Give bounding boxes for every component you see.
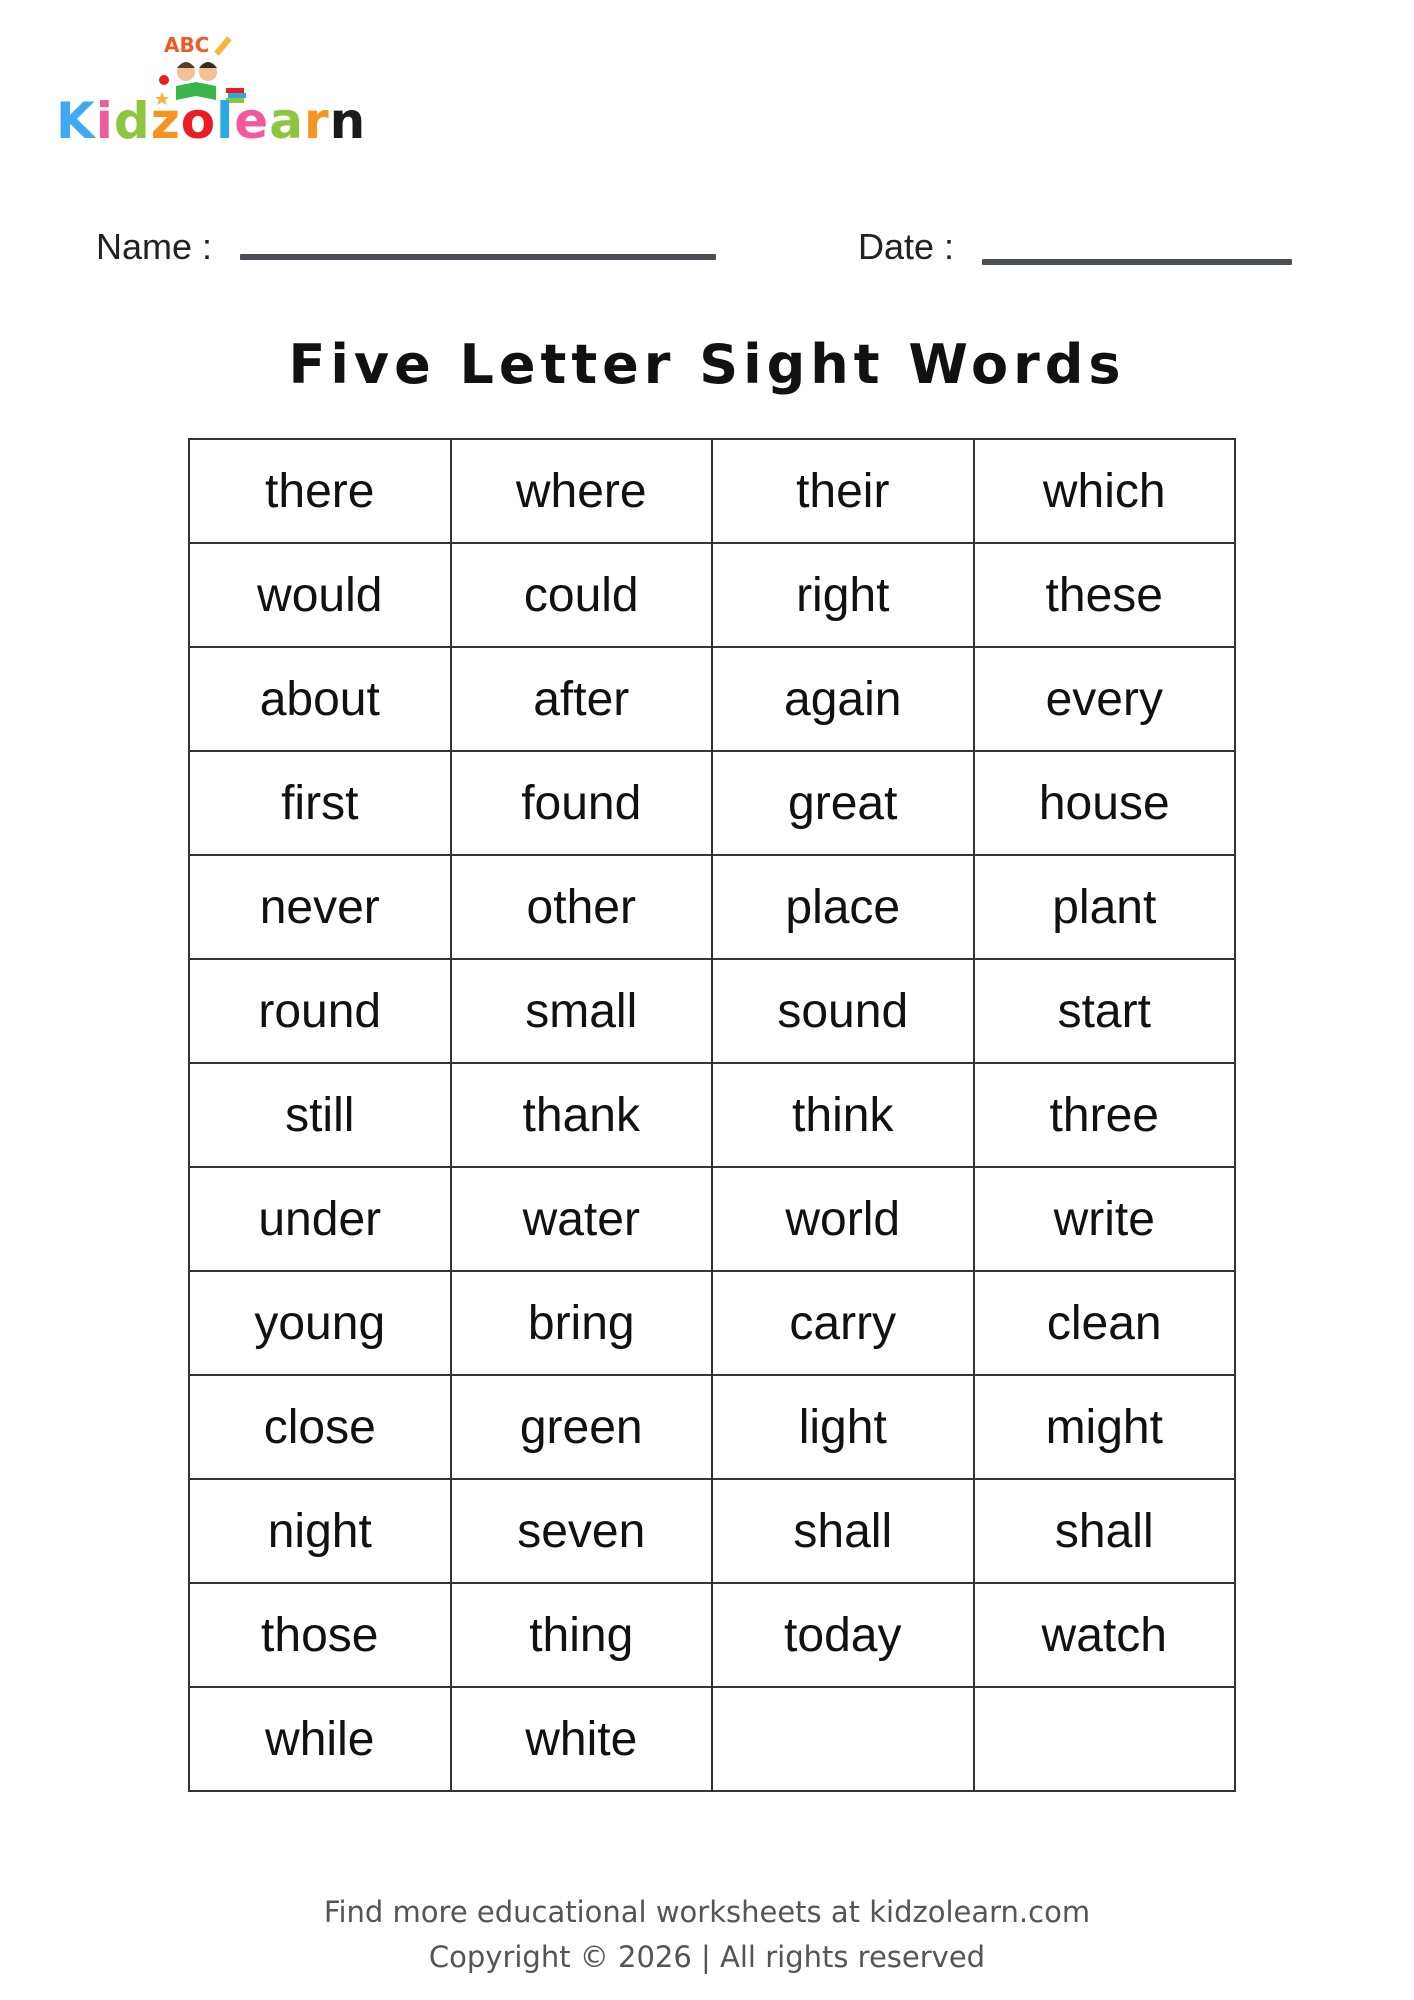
word-cell: three <box>974 1063 1236 1167</box>
word-cell: night <box>189 1479 451 1583</box>
empty-cell <box>712 1687 974 1791</box>
worksheet-title: Five Letter Sight Words <box>288 333 1126 396</box>
word-cell: there <box>189 439 451 543</box>
svg-text:ABC: ABC <box>164 33 210 57</box>
word-cell: their <box>712 439 974 543</box>
word-cell: water <box>451 1167 713 1271</box>
word-cell: sound <box>712 959 974 1063</box>
word-cell: could <box>451 543 713 647</box>
word-cell: never <box>189 855 451 959</box>
word-cell: again <box>712 647 974 751</box>
table-row <box>189 1167 1235 1271</box>
table-row <box>189 1687 1235 1791</box>
table-row <box>189 959 1235 1063</box>
word-cell: might <box>974 1375 1236 1479</box>
word-cell: those <box>189 1583 451 1687</box>
word-cell: thank <box>451 1063 713 1167</box>
table-row <box>189 751 1235 855</box>
footer-website-note: Find more educational worksheets at kidzolearn.com <box>323 1895 1091 1929</box>
word-cell: which <box>974 439 1236 543</box>
table-row <box>189 1479 1235 1583</box>
sight-words-table <box>188 438 1236 1792</box>
word-cell: under <box>189 1167 451 1271</box>
empty-cell <box>974 1687 1236 1791</box>
word-cell: think <box>712 1063 974 1167</box>
word-cell: world <box>712 1167 974 1271</box>
word-cell: found <box>451 751 713 855</box>
table-row <box>189 647 1235 751</box>
word-cell: light <box>712 1375 974 1479</box>
word-cell: about <box>189 647 451 751</box>
word-cell: every <box>974 647 1236 751</box>
word-cell: these <box>974 543 1236 647</box>
table-row <box>189 1583 1235 1687</box>
word-cell: place <box>712 855 974 959</box>
date-label: Date : <box>858 226 955 267</box>
table-row <box>189 439 1235 543</box>
date-field-line[interactable] <box>982 259 1292 265</box>
word-cell: plant <box>974 855 1236 959</box>
word-cell: first <box>189 751 451 855</box>
word-cell: watch <box>974 1583 1236 1687</box>
word-cell: young <box>189 1271 451 1375</box>
table-row <box>189 1063 1235 1167</box>
sight-words-body <box>189 439 1235 1791</box>
word-cell: shall <box>712 1479 974 1583</box>
word-cell: clean <box>974 1271 1236 1375</box>
table-row <box>189 543 1235 647</box>
word-cell: bring <box>451 1271 713 1375</box>
word-cell: white <box>451 1687 713 1791</box>
table-row <box>189 855 1235 959</box>
word-cell: thing <box>451 1583 713 1687</box>
word-cell: write <box>974 1167 1236 1271</box>
word-cell: close <box>189 1375 451 1479</box>
word-cell: round <box>189 959 451 1063</box>
word-cell: seven <box>451 1479 713 1583</box>
word-cell: green <box>451 1375 713 1479</box>
table-row <box>189 1375 1235 1479</box>
word-cell: great <box>712 751 974 855</box>
name-label: Name : <box>96 226 213 267</box>
word-cell: after <box>451 647 713 751</box>
footer-copyright: Copyright © 2026 | All rights reserved <box>428 1940 986 1974</box>
word-cell: carry <box>712 1271 974 1375</box>
table-row <box>189 1271 1235 1375</box>
word-cell: house <box>974 751 1236 855</box>
word-cell: today <box>712 1583 974 1687</box>
word-cell: start <box>974 959 1236 1063</box>
word-cell: while <box>189 1687 451 1791</box>
kidzolearn-logo <box>56 30 367 160</box>
word-cell: where <box>451 439 713 543</box>
word-cell: other <box>451 855 713 959</box>
word-cell: shall <box>974 1479 1236 1583</box>
word-cell: still <box>189 1063 451 1167</box>
logo-wordmark: Kidzolearn <box>56 92 367 150</box>
word-cell: small <box>451 959 713 1063</box>
word-cell: right <box>712 543 974 647</box>
word-cell: would <box>189 543 451 647</box>
name-field-line[interactable] <box>240 254 716 260</box>
